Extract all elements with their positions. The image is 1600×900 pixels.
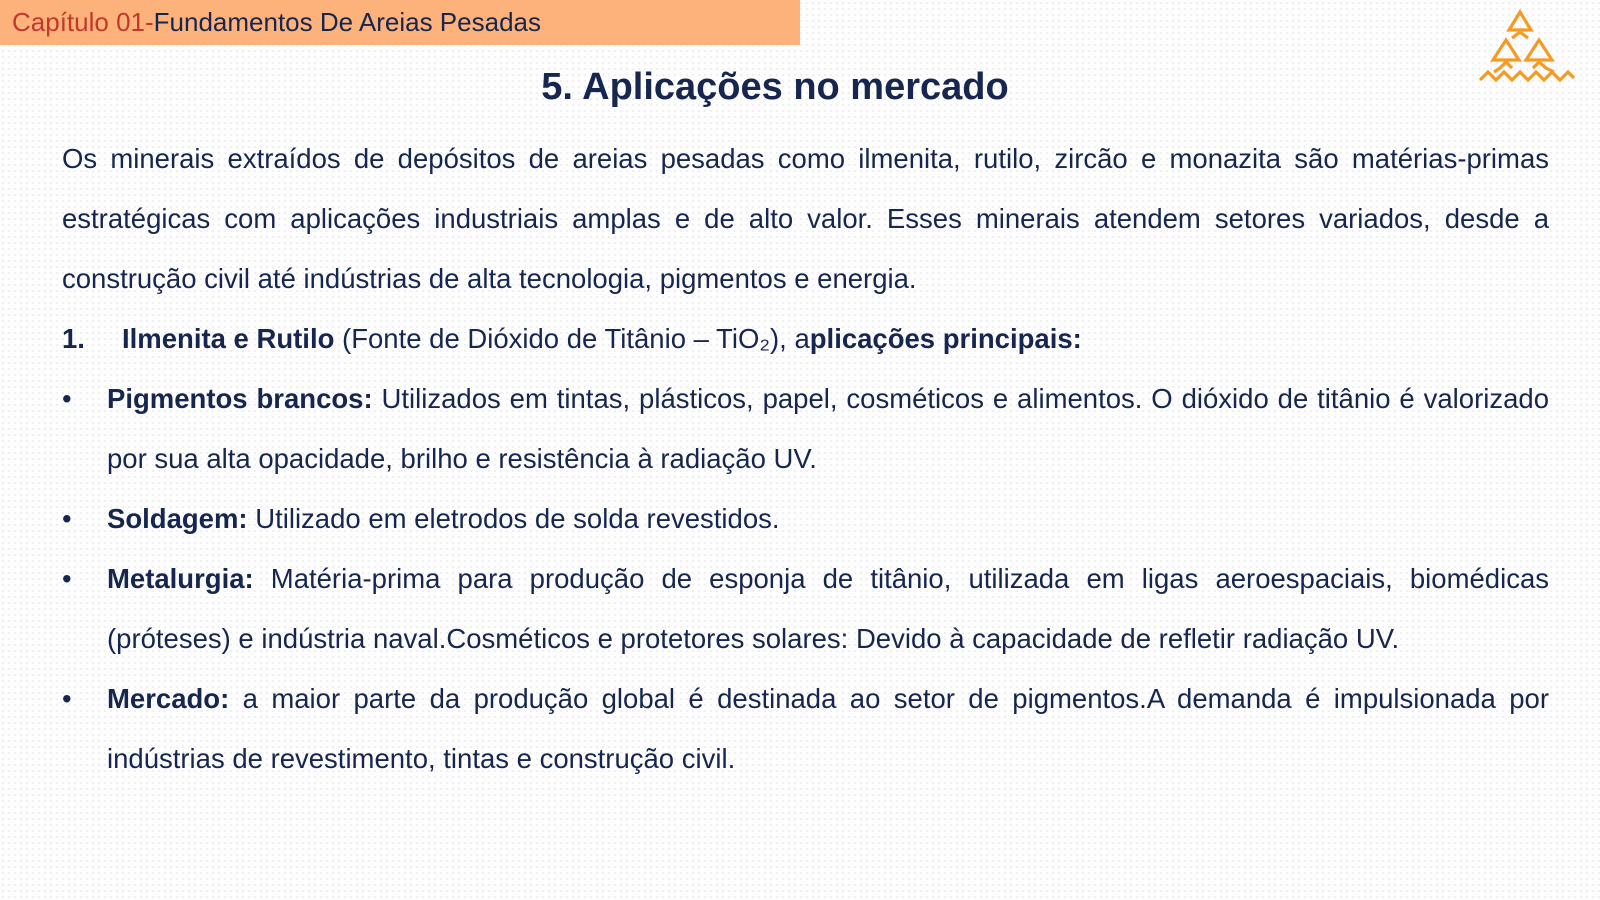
- bullet-term: Mercado:: [107, 683, 230, 714]
- list-item: [62, 549, 1549, 669]
- bullet-term: Pigmentos brancos:: [107, 383, 373, 414]
- bullet-text: Matéria-prima para produção de esponja de titânio, utilizada em ligas aeroespaciais, biomédicas (próteses) e indústria naval.Cosméticos e protetores solares: Devido à capacidade de refletir radiação UV.: [107, 563, 1549, 654]
- list-number: 1.: [62, 323, 85, 354]
- bullet-icon: •: [62, 383, 72, 414]
- bullet-term: Soldagem:: [107, 503, 248, 534]
- numbered-heading: [62, 309, 1549, 369]
- chapter-banner: [0, 0, 800, 45]
- heading-paren: (Fonte de Dióxido de Titânio – TiO₂), a: [334, 323, 810, 354]
- bullet-text: Utilizados em tintas, plásticos, papel, cosméticos e alimentos. O dióxido de titânio é valorizado por sua alta opacidade, brilho e resistência à radiação UV.: [107, 383, 1549, 474]
- bullet-list: [62, 369, 1549, 789]
- heading-tail: plicações principais:: [809, 323, 1082, 354]
- list-item: [62, 489, 1549, 549]
- bullet-text: a maior parte da produção global é destinada ao setor de pigmentos.A demanda é impulsionada por indústrias de revestimento, tintas e construção civil.: [107, 683, 1549, 774]
- list-item: [62, 369, 1549, 489]
- bullet-icon: •: [62, 683, 72, 714]
- bullet-term: Metalurgia:: [107, 563, 254, 594]
- heading-term: Ilmenita e Rutilo: [122, 323, 335, 354]
- bullet-icon: •: [62, 503, 72, 534]
- page-title: 5. Aplicações no mercado: [541, 66, 1009, 108]
- numbered-heading-text: [122, 309, 1082, 369]
- slide-content: [62, 129, 1549, 789]
- intro-paragraph: Os minerais extraídos de depósitos de areias pesadas como ilmenita, rutilo, zircão e monazita são matérias-primas estratégicas com aplicações industriais amplas e de alto valor. Esses minerais atendem setores variados, desde a construção civil até indústrias de alta tecnologia, pigmentos e energia.: [62, 143, 1549, 294]
- chapter-number: Capítulo 01-: [12, 7, 154, 37]
- list-item: [62, 669, 1549, 789]
- bullet-text: Utilizado em eletrodos de solda revestidos.: [247, 503, 780, 534]
- chapter-title: Fundamentos De Areias Pesadas: [153, 7, 541, 37]
- bullet-icon: •: [62, 563, 72, 594]
